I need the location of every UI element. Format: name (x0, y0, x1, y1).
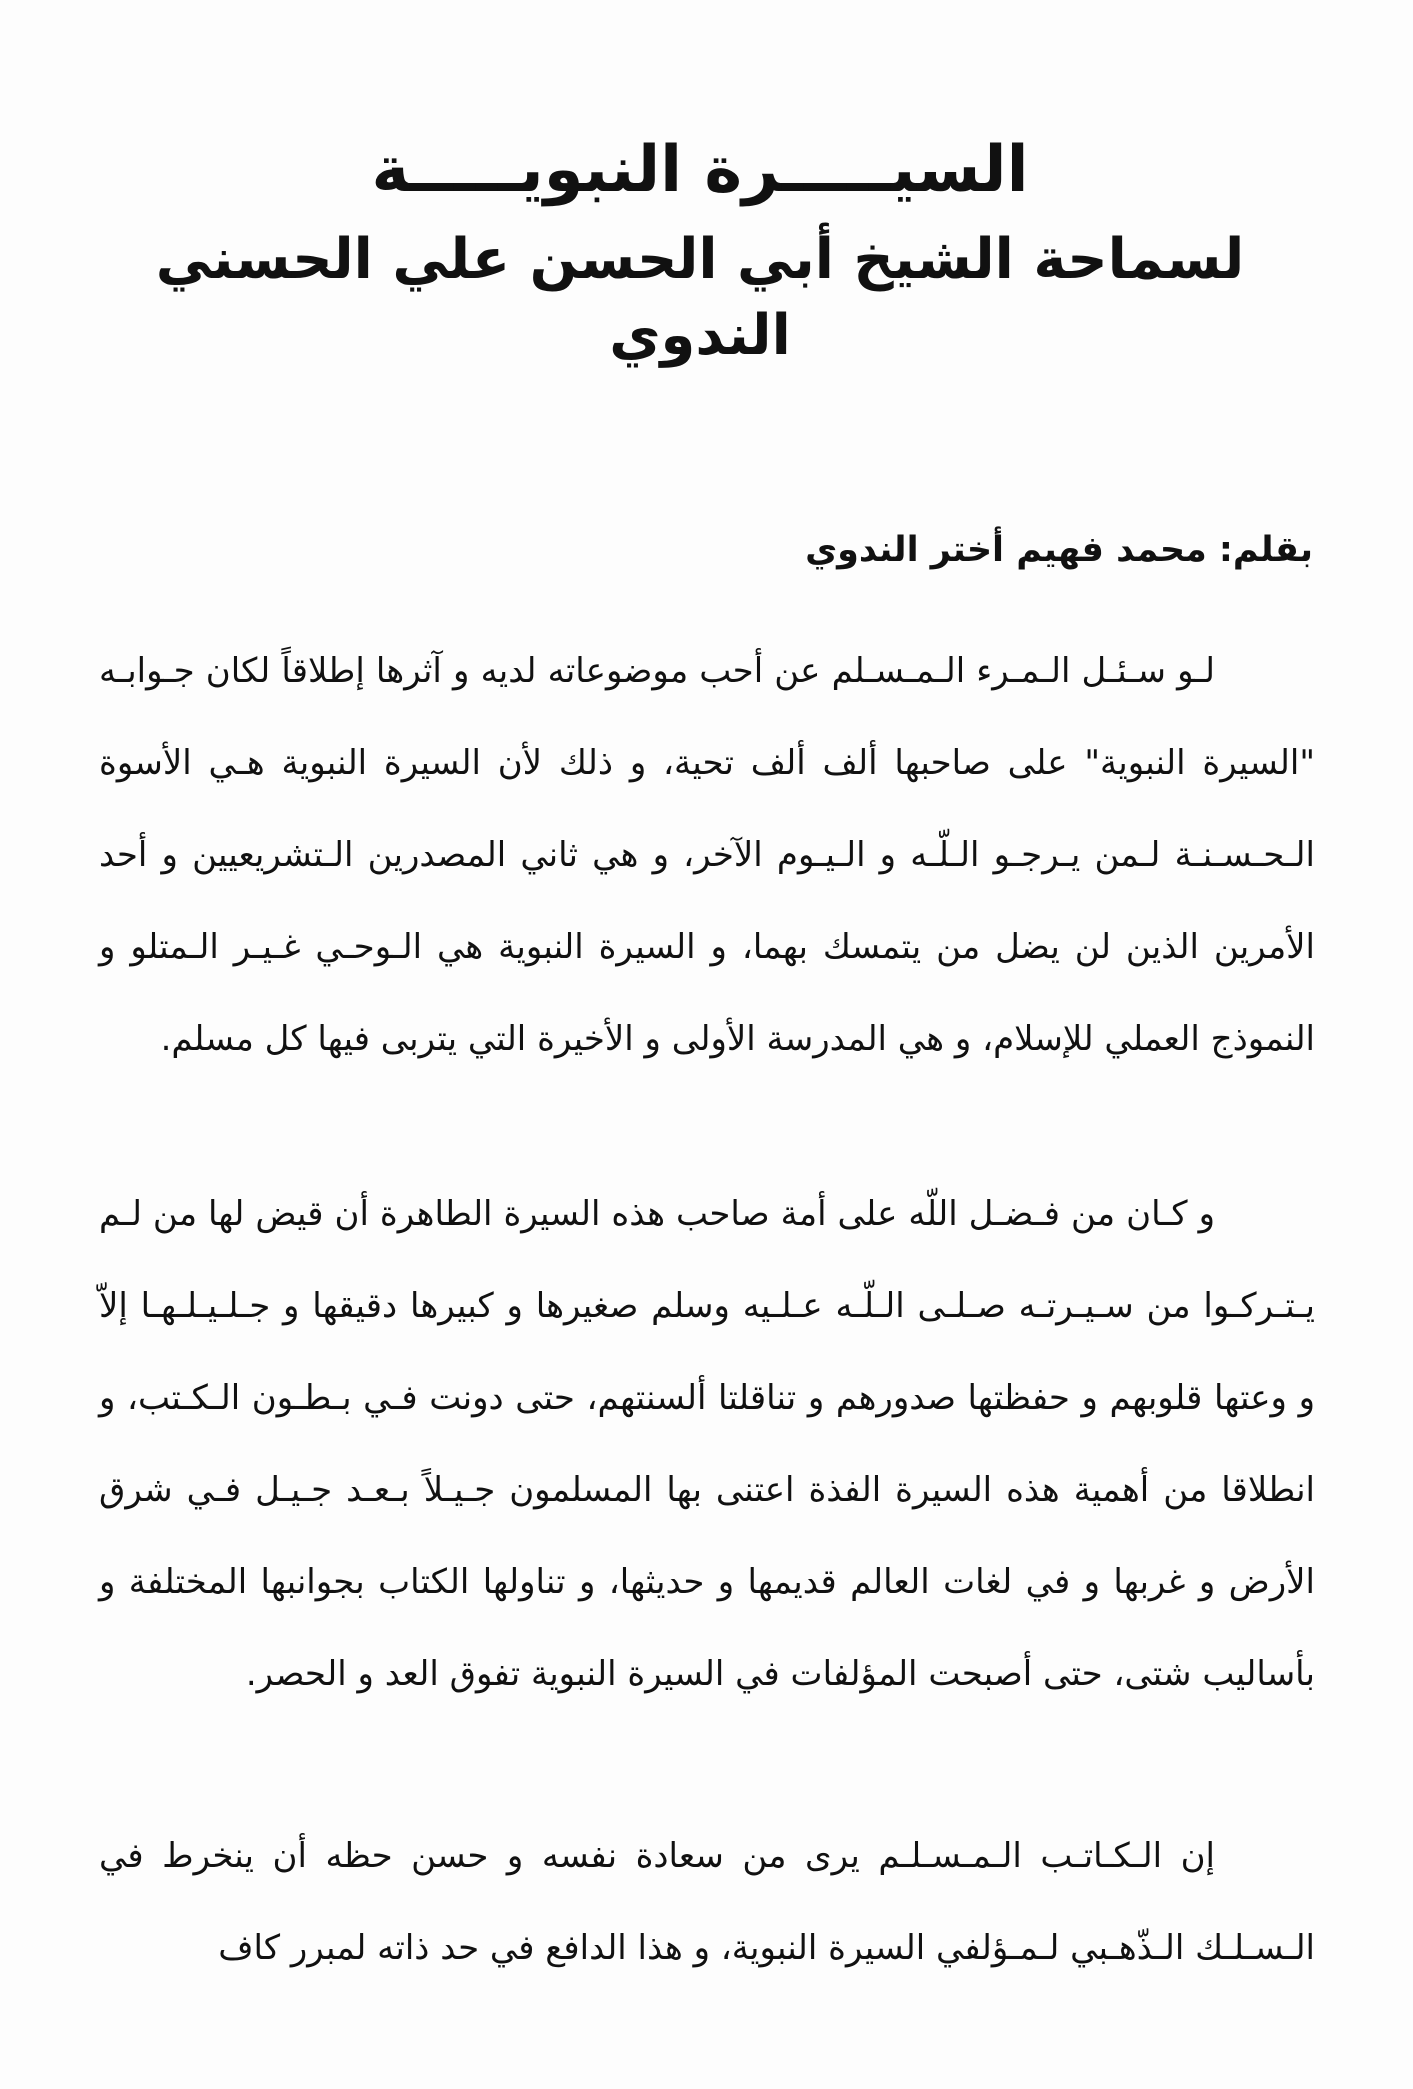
paragraph-text: لـو سـئـل الـمـرء الـمـسـلم عن أحب موضوعاته لديه و آثرها إطلاقاً لكان جـوابـه "السيرة النبوية" على صاحبها ألف ألف تحية، و ذلك لأن السيرة النبوية هـي الأسوة الـحـسـنـة لـمن يـرجـو الـلّـه و الـيـوم الآخر، و هي ثاني المصدرين الـتشريعيين و أحد الأمرين الذين لن يضل من يتمسك بهما، و السيرة النبوية هي الـوحـي غـيـر الـمتلو و النموذج العملي للإسلام، و هي المدرسة الأولى و الأخيرة التي يتربى فيها كل مسلم. (99, 651, 1315, 1059)
paragraph-1 (99, 625, 1315, 1085)
document-subtitle: لسماحة الشيخ أبي الحسن علي الحسني الندوي (155, 227, 1245, 368)
paragraph-2 (99, 1168, 1315, 1720)
document-title: السيـــــرة النبويـــــة (371, 133, 1029, 207)
paragraph-text: و كـان من فـضـل اللّه على أمة صاحب هذه السيرة الطاهرة أن قيض لها من لـم يـتـركـوا من سـيـرتـه صـلـى الـلّـه عـلـيه وسلم صغيرها و كبيرها دقيقها و جـلـيـلـهـا إلاّ و وعتها قلوبهم و حفظتها صدورهم و تناقلتا ألسنتهم، حتى دونت فـي بـطـون الـكـتب، و انطلاقا من أهمية هذه السيرة الفذة اعتنى بها المسلمون جـيـلاً بـعـد جـيـل فـي شرق الأرض و غربها و في لغات العالم قديمها و حديثها، و تناولها الكتاب بجوانبها المختلفة و بأساليب شتى، حتى أصبحت المؤلفات في السيرة النبوية تفوق العد و الحصر. (99, 1194, 1315, 1694)
paragraph-3 (99, 1810, 1315, 1994)
paragraph-text: إن الـكـاتـب الـمـسـلـم يرى من سعادة نفسه و حسن حظه أن ينخرط في الـسـلـك الـذّهـبي لـمـؤلفي السيرة النبوية، و هذا الدافع في حد ذاته لمبرر كاف (99, 1836, 1315, 1968)
author-byline: بقلم: محمد فهيم أختر الندوي (805, 530, 1313, 570)
